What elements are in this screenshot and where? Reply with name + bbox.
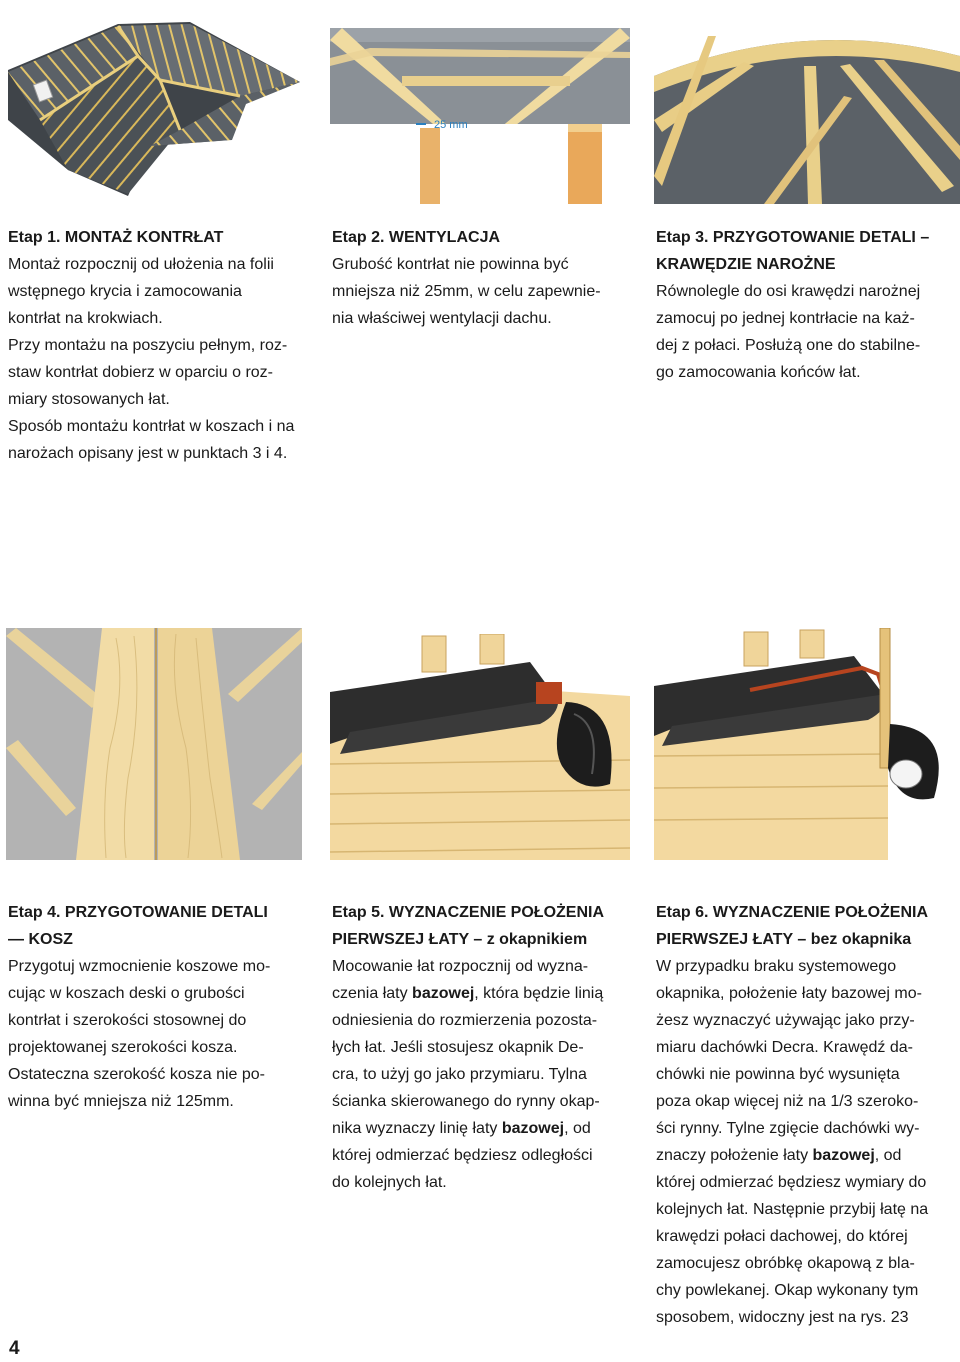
figure-valley-boards	[6, 628, 302, 860]
step-1-body: Montaż rozpocznij od ułożenia na folii wstępnego krycia i zamocowania kontrłat na krokwiach. Przy montażu na poszyciu pełnym, roz- staw kontrłat dobierz w oparciu o roz- miary stosowanych łat. Sposób montażu kontrłat w koszach i na narożach opisany jest w punktach 3 i 4.	[8, 256, 295, 462]
step-2-body: Grubość kontrłat nie powinna być mniejsza niż 25mm, w celu zapewnie- nia właściwej wentylacji dachu.	[332, 256, 601, 327]
step-6-column	[656, 899, 956, 1331]
figure-ventilation	[330, 28, 630, 204]
step-5-body: Mocowanie łat rozpocznij od wyzna- czenia łaty bazowej, która będzie linią odniesienia do rozmierzenia pozosta- łych łat. Jeśli stosujesz okapnik De- cra, to użyj go jako przymiaru. Tylna ścianka skierowanego do rynny okap- nika wyznaczy linię łaty bazowej, od której odmierzać będziesz odległości do kolejnych łat.	[332, 958, 604, 1191]
page-number: 4	[9, 1338, 20, 1359]
step-2-title: Etap 2. WENTYLACJA	[332, 229, 501, 246]
figure-eaves-without-gutter	[654, 628, 960, 860]
step-3-title: Etap 3. PRZYGOTOWANIE DETALI – KRAWĘDZIE NAROŻNE	[656, 229, 930, 273]
highlighted-term: bazowej	[501, 1120, 565, 1137]
step-4-column	[8, 899, 308, 1115]
highlighted-term: bazowej	[412, 985, 475, 1002]
step-1-title: Etap 1. MONTAŻ KONTRŁAT	[8, 229, 224, 246]
step-5-title: Etap 5. WYZNACZENIE POŁOŻENIA PIERWSZEJ ŁATY – z okapnikiem	[332, 904, 605, 948]
highlighted-term: bazowej	[812, 1147, 875, 1164]
step-6-title: Etap 6. WYZNACZENIE POŁOŻENIA PIERWSZEJ ŁATY – bez okapnika	[656, 904, 929, 948]
dimension-label: 25 mm	[434, 119, 468, 131]
step-3-body: Równolegle do osi krawędzi narożnej zamocuj po jednej kontrłacie na każ- dej z połaci. Posłużą one do stabilne- go zamocowania końców łat.	[656, 283, 921, 381]
step-6-body: W przypadku braku systemowego okapnika, położenie łaty bazowej mo- żesz wyznaczyć używając jako przy- miaru dachówki Decra. Krawędź da- chówki nie powinna być wysunięta poza okap więcej niż na 1/3 szeroko- ści rynny. Tylne zgięcie dachówki wy- znaczy położenie łaty bazowej, od której odmierzać będziesz wymiary do kolejnych łat. Następnie przybij łatę na krawędzi połaci dachowej, do której zamocujesz obróbkę okapową z bla- chy powlekanej. Okap wykonany tym sposobem, widoczny jest na rys. 23	[656, 958, 929, 1326]
figure-roof-counterbattens	[0, 0, 318, 200]
step-4-body: Przygotuj wzmocnienie koszowe mo- cując w koszach deski o grubości kontrłat i szerokości stosownej do projektowanej szerokości kosza. Ostateczna szerokość kosza nie po- winna być mniejsza niż 125mm.	[8, 958, 271, 1110]
step-2-column	[332, 224, 632, 332]
step-1-column	[8, 224, 308, 467]
figure-hip-edges	[654, 36, 960, 204]
step-3-column	[656, 224, 956, 386]
figure-eaves-with-gutter	[330, 634, 630, 860]
step-5-column	[332, 899, 632, 1196]
step-4-title: Etap 4. PRZYGOTOWANIE DETALI — KOSZ	[8, 904, 268, 948]
